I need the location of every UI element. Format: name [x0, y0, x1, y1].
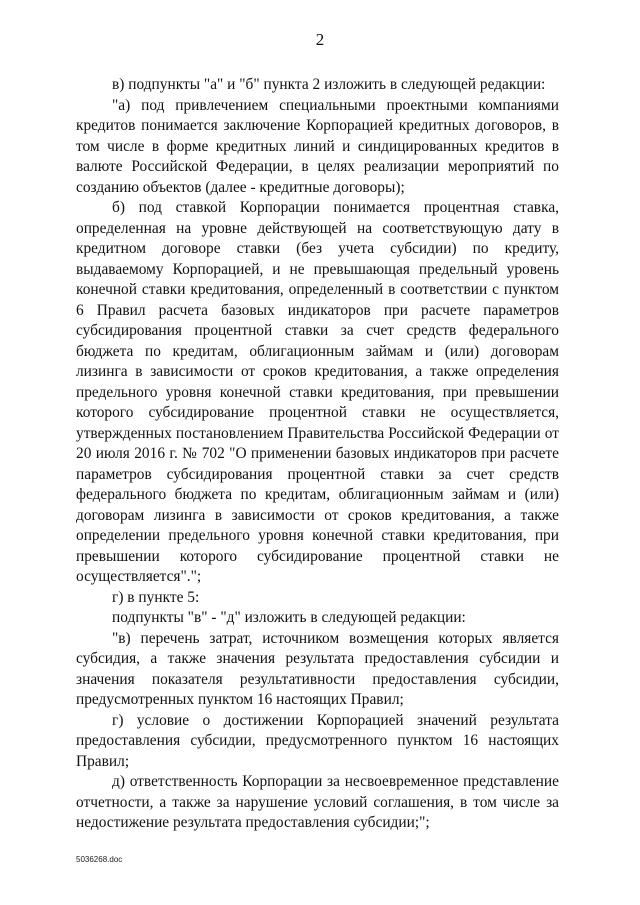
paragraph-subitem-g: г) условие о достижении Корпорацией значений результата предоставления субсидии, предусмотренного пунктом 16 настоящих Правил;	[76, 711, 559, 770]
document-body	[76, 75, 559, 834]
paragraph-item-v: в) подпункты "а" и "б" пункта 2 изложить в следующей редакции:	[112, 76, 546, 93]
file-reference: 5036268.doc	[76, 855, 123, 864]
paragraph-subitem-d: д) ответственность Корпорации за несвоевременное представление отчетности, а также за нарушение условий соглашения, в том числе за недостижение результата предоставления субсидии;";	[76, 773, 559, 831]
paragraph-subitem-b: б) под ставкой Корпорации понимается процентная ставка, определенная на уровне действующей на соответствующую дату в кредитном договоре ставки (без учета субсидии) по кредиту, выдаваемому Корпорацией, и не превышающая предельный уровень конечной ставки кредитования, определенный в соответствии с пунктом 6 Правил расчета базовых индикаторов при расчете параметров субсидирования процентной ставки за счет средств федерального бюджета по кредитам, облигационным займам и (или) договорам лизинга в зависимости от сроков кредитования, а также определения предельного уровня конечной ставки кредитования, при превышении которого субсидирование процентной ставки не осуществляется, утвержденных постановлением Правительства Российской Федерации от 20 июля 2016 г. № 702 "О применении базовых индикаторов при расчете параметров субсидирования процентной ставки за счет средств федерального бюджета по кредитам, облигационным займам и (или) договорам лизинга в зависимости от сроков кредитования, а также определении предельного уровня конечной ставки кредитования, при превышении которого субсидирование процентной ставки не осуществляется".";	[76, 199, 559, 585]
paragraph-subitem-a: "а) под привлечением специальными проектными компаниями кредитов понимается заключение Корпорацией кредитных договоров, в том числе в форме кредитных линий и синдицированных кредитов в валюте Российской Федерации, в целях реализации мероприятий по созданию объектов (далее - кредитные договоры);	[76, 96, 559, 196]
paragraph-item-g: г) в пункте 5:	[112, 588, 200, 606]
paragraph-subitem-v: "в) перечень затрат, источником возмещения которых является субсидия, а также значения результата предоставления субсидии и значения показателя результативности предоставления субсидии, предусмотренных пунктом 16 настоящих Правил;	[76, 629, 559, 708]
page-number: 2	[315, 30, 325, 49]
paragraph-subitems-intro: подпункты "в" - "д" изложить в следующей редакции:	[112, 609, 466, 626]
